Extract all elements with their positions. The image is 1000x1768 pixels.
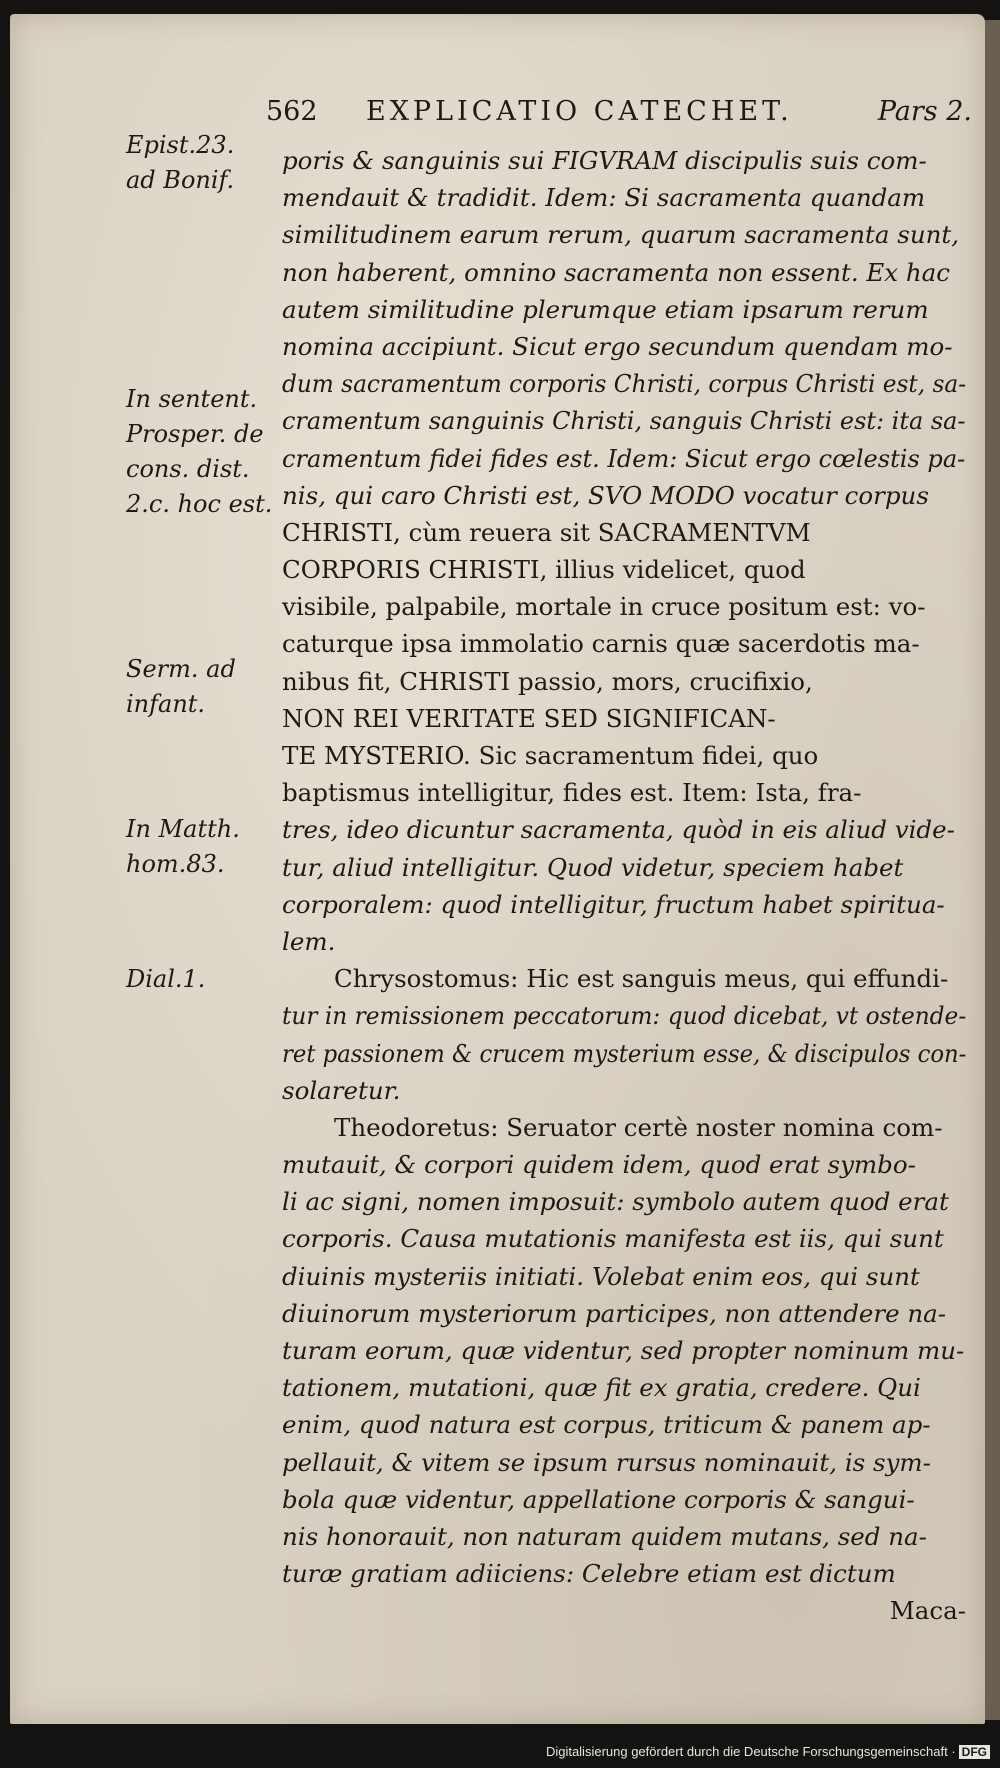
digitization-credit	[546, 1744, 990, 1759]
text-line	[282, 477, 966, 514]
text-line	[282, 142, 966, 179]
text-line	[282, 1146, 966, 1183]
text-line	[282, 402, 966, 439]
text-line-content: similitudinem earum rerum, quarum sacramenta sunt,	[282, 220, 960, 250]
text-line-content: NON REI VERITATE SED SIGNIFICAN-	[282, 703, 776, 733]
text-line	[282, 1369, 966, 1406]
text-line	[282, 737, 966, 774]
margin-note-line: Epist.23.	[126, 131, 235, 159]
text-line-content: nomina accipiunt. Sicut ergo secundum quendam mo-	[282, 331, 953, 361]
text-line	[282, 1072, 966, 1109]
credit-text: Digitalisierung gefördert durch die Deutsche Forschungsgemeinschaft ·	[545, 1744, 956, 1759]
margin-note-line: hom.83.	[126, 850, 225, 878]
text-line	[282, 1481, 966, 1518]
text-line	[282, 811, 966, 848]
text-line-content: non haberent, omnino sacramenta non essent. Ex hac	[282, 257, 950, 287]
margin-note-serm	[126, 652, 236, 722]
margin-note-epist	[126, 128, 234, 198]
margin-note-sentent	[126, 382, 272, 522]
text-line-content: cramentum fidei fides est. Idem: Sicut ergo cœlestis pa-	[282, 443, 966, 473]
text-line	[282, 291, 966, 328]
text-line	[282, 365, 966, 402]
text-line	[282, 1183, 966, 1220]
margin-note-line: In sentent.	[126, 385, 258, 413]
text-line	[282, 1035, 966, 1072]
text-line-content: tur, aliud intelligitur. Quod videtur, speciem habet	[282, 852, 904, 882]
text-line-content: TE MYSTERIO. Sic sacramentum fidei, quo	[282, 741, 819, 770]
text-line-content: Chrysostomus: Hic est sanguis meus, qui effundi-	[334, 964, 949, 994]
text-line	[282, 551, 966, 588]
margin-note-line: Prosper. de	[126, 420, 264, 448]
text-line-content: CHRISTI, cùm reuera sit SACRAMENTVM	[282, 517, 811, 547]
text-line	[282, 663, 966, 700]
text-line-content: tationem, mutationi, quæ fit ex gratia, credere. Qui	[282, 1373, 921, 1403]
margin-note-line: Dial.1.	[126, 965, 206, 993]
text-line-content: tur in remissionem peccatorum: quod dicebat, vt ostende-	[282, 1001, 967, 1031]
text-line	[282, 774, 966, 811]
part-label: Pars 2.	[877, 96, 972, 127]
text-line-content: diuinis mysteriis initiati. Volebat enim eos, qui sunt	[282, 1261, 920, 1291]
text-line	[282, 886, 966, 923]
text-line-content: poris & sanguinis sui FIGVRAM discipulis suis com-	[282, 146, 927, 175]
main-text	[282, 142, 966, 1630]
text-line-content: nis honorauit, non naturam quidem mutans, sed na-	[282, 1521, 927, 1551]
text-line	[282, 960, 966, 997]
running-title: EXPLICATIO CATECHET.	[366, 96, 793, 127]
text-line-content: dum sacramentum corporis Christi, corpus Christi est, sa-	[282, 369, 967, 399]
text-line-content: corporalem: quod intelligitur, fructum habet spiritua-	[282, 889, 945, 919]
text-line-content: autem similitudine plerumque etiam ipsarum rerum	[282, 294, 929, 324]
text-line	[282, 1295, 966, 1332]
text-line	[282, 700, 966, 737]
margin-note-matth	[126, 812, 240, 882]
text-line-content: CORPORIS CHRISTI, illius videlicet, quod	[282, 555, 806, 585]
text-line	[282, 1555, 966, 1592]
margin-note-line: 2.c. hoc est.	[126, 490, 273, 518]
text-line-content: nis, qui caro Christi est, SVO MODO vocatur corpus	[282, 480, 929, 510]
text-line-content: diuinorum mysteriorum participes, non attendere na-	[282, 1298, 947, 1328]
dfg-logo: DFG	[959, 1745, 990, 1759]
margin-note-line: Serm. ad	[126, 655, 236, 683]
text-line	[282, 514, 966, 551]
text-line-content: visibile, palpabile, mortale in cruce positum est: vo-	[282, 592, 926, 622]
text-line	[282, 1406, 966, 1443]
text-line-content: nibus fit, CHRISTI passio, mors, crucifixio,	[282, 666, 813, 696]
text-line	[282, 923, 966, 960]
text-line-content: baptismus intelligitur, fides est. Item: Ista, fra-	[282, 778, 862, 808]
text-line-content: solaretur.	[282, 1075, 401, 1105]
text-line	[282, 849, 966, 886]
text-line	[282, 440, 966, 477]
text-line	[282, 1220, 966, 1257]
text-line-content: Maca-	[889, 1596, 966, 1626]
margin-note-line: ad Bonif.	[126, 166, 235, 194]
margin-note-dial	[126, 962, 205, 997]
text-line	[282, 1332, 966, 1369]
page-number: 562	[266, 96, 318, 127]
margin-note-line: In Matth.	[126, 815, 240, 843]
text-line-content: caturque ipsa immolatio carnis quæ sacerdotis ma-	[282, 629, 920, 659]
text-line	[282, 625, 966, 662]
text-line	[282, 1444, 966, 1481]
text-line	[282, 588, 966, 625]
text-line	[282, 328, 966, 365]
text-line	[282, 1592, 966, 1629]
text-line-content: tres, ideo dicuntur sacramenta, quòd in eis aliud vide-	[282, 815, 955, 845]
text-line-content: li ac signi, nomen imposuit: symbolo autem quod erat	[282, 1187, 949, 1217]
running-head	[260, 96, 972, 132]
text-line	[282, 1518, 966, 1555]
text-line-content: mendauit & tradidit. Idem: Si sacramenta quandam	[282, 183, 926, 213]
text-line-content: ret passionem & crucem mysterium esse, & discipulos con-	[282, 1038, 967, 1068]
text-line-content: lem.	[282, 926, 336, 956]
text-line	[282, 254, 966, 291]
text-line	[282, 1109, 966, 1146]
text-line-content: turæ gratiam adiiciens: Celebre etiam est dictum	[282, 1559, 896, 1589]
text-line-content: bola quæ videntur, appellatione corporis & sangui-	[282, 1484, 915, 1514]
text-line-content: pellauit, & vitem se ipsum rursus nominauit, is sym-	[282, 1447, 931, 1477]
text-line-content: corporis. Causa mutationis manifesta est iis, qui sunt	[282, 1224, 944, 1254]
text-line	[282, 1258, 966, 1295]
text-line	[282, 216, 966, 253]
text-line-content: mutauit, & corpori quidem idem, quod erat symbo-	[282, 1150, 916, 1180]
text-line-content: enim, quod natura est corpus, triticum & panem ap-	[282, 1410, 931, 1440]
margin-note-line: infant.	[126, 690, 206, 718]
margin-note-line: cons. dist.	[126, 455, 250, 483]
text-line-content: Theodoretus: Seruator certè noster nomina com-	[334, 1112, 943, 1142]
text-line	[282, 997, 966, 1034]
page-edge	[985, 20, 1000, 1720]
text-line	[282, 179, 966, 216]
text-line-content: cramentum sanguinis Christi, sanguis Christi est: ita sa-	[282, 406, 966, 436]
text-line-content: turam eorum, quæ videntur, sed propter nominum mu-	[282, 1336, 965, 1365]
